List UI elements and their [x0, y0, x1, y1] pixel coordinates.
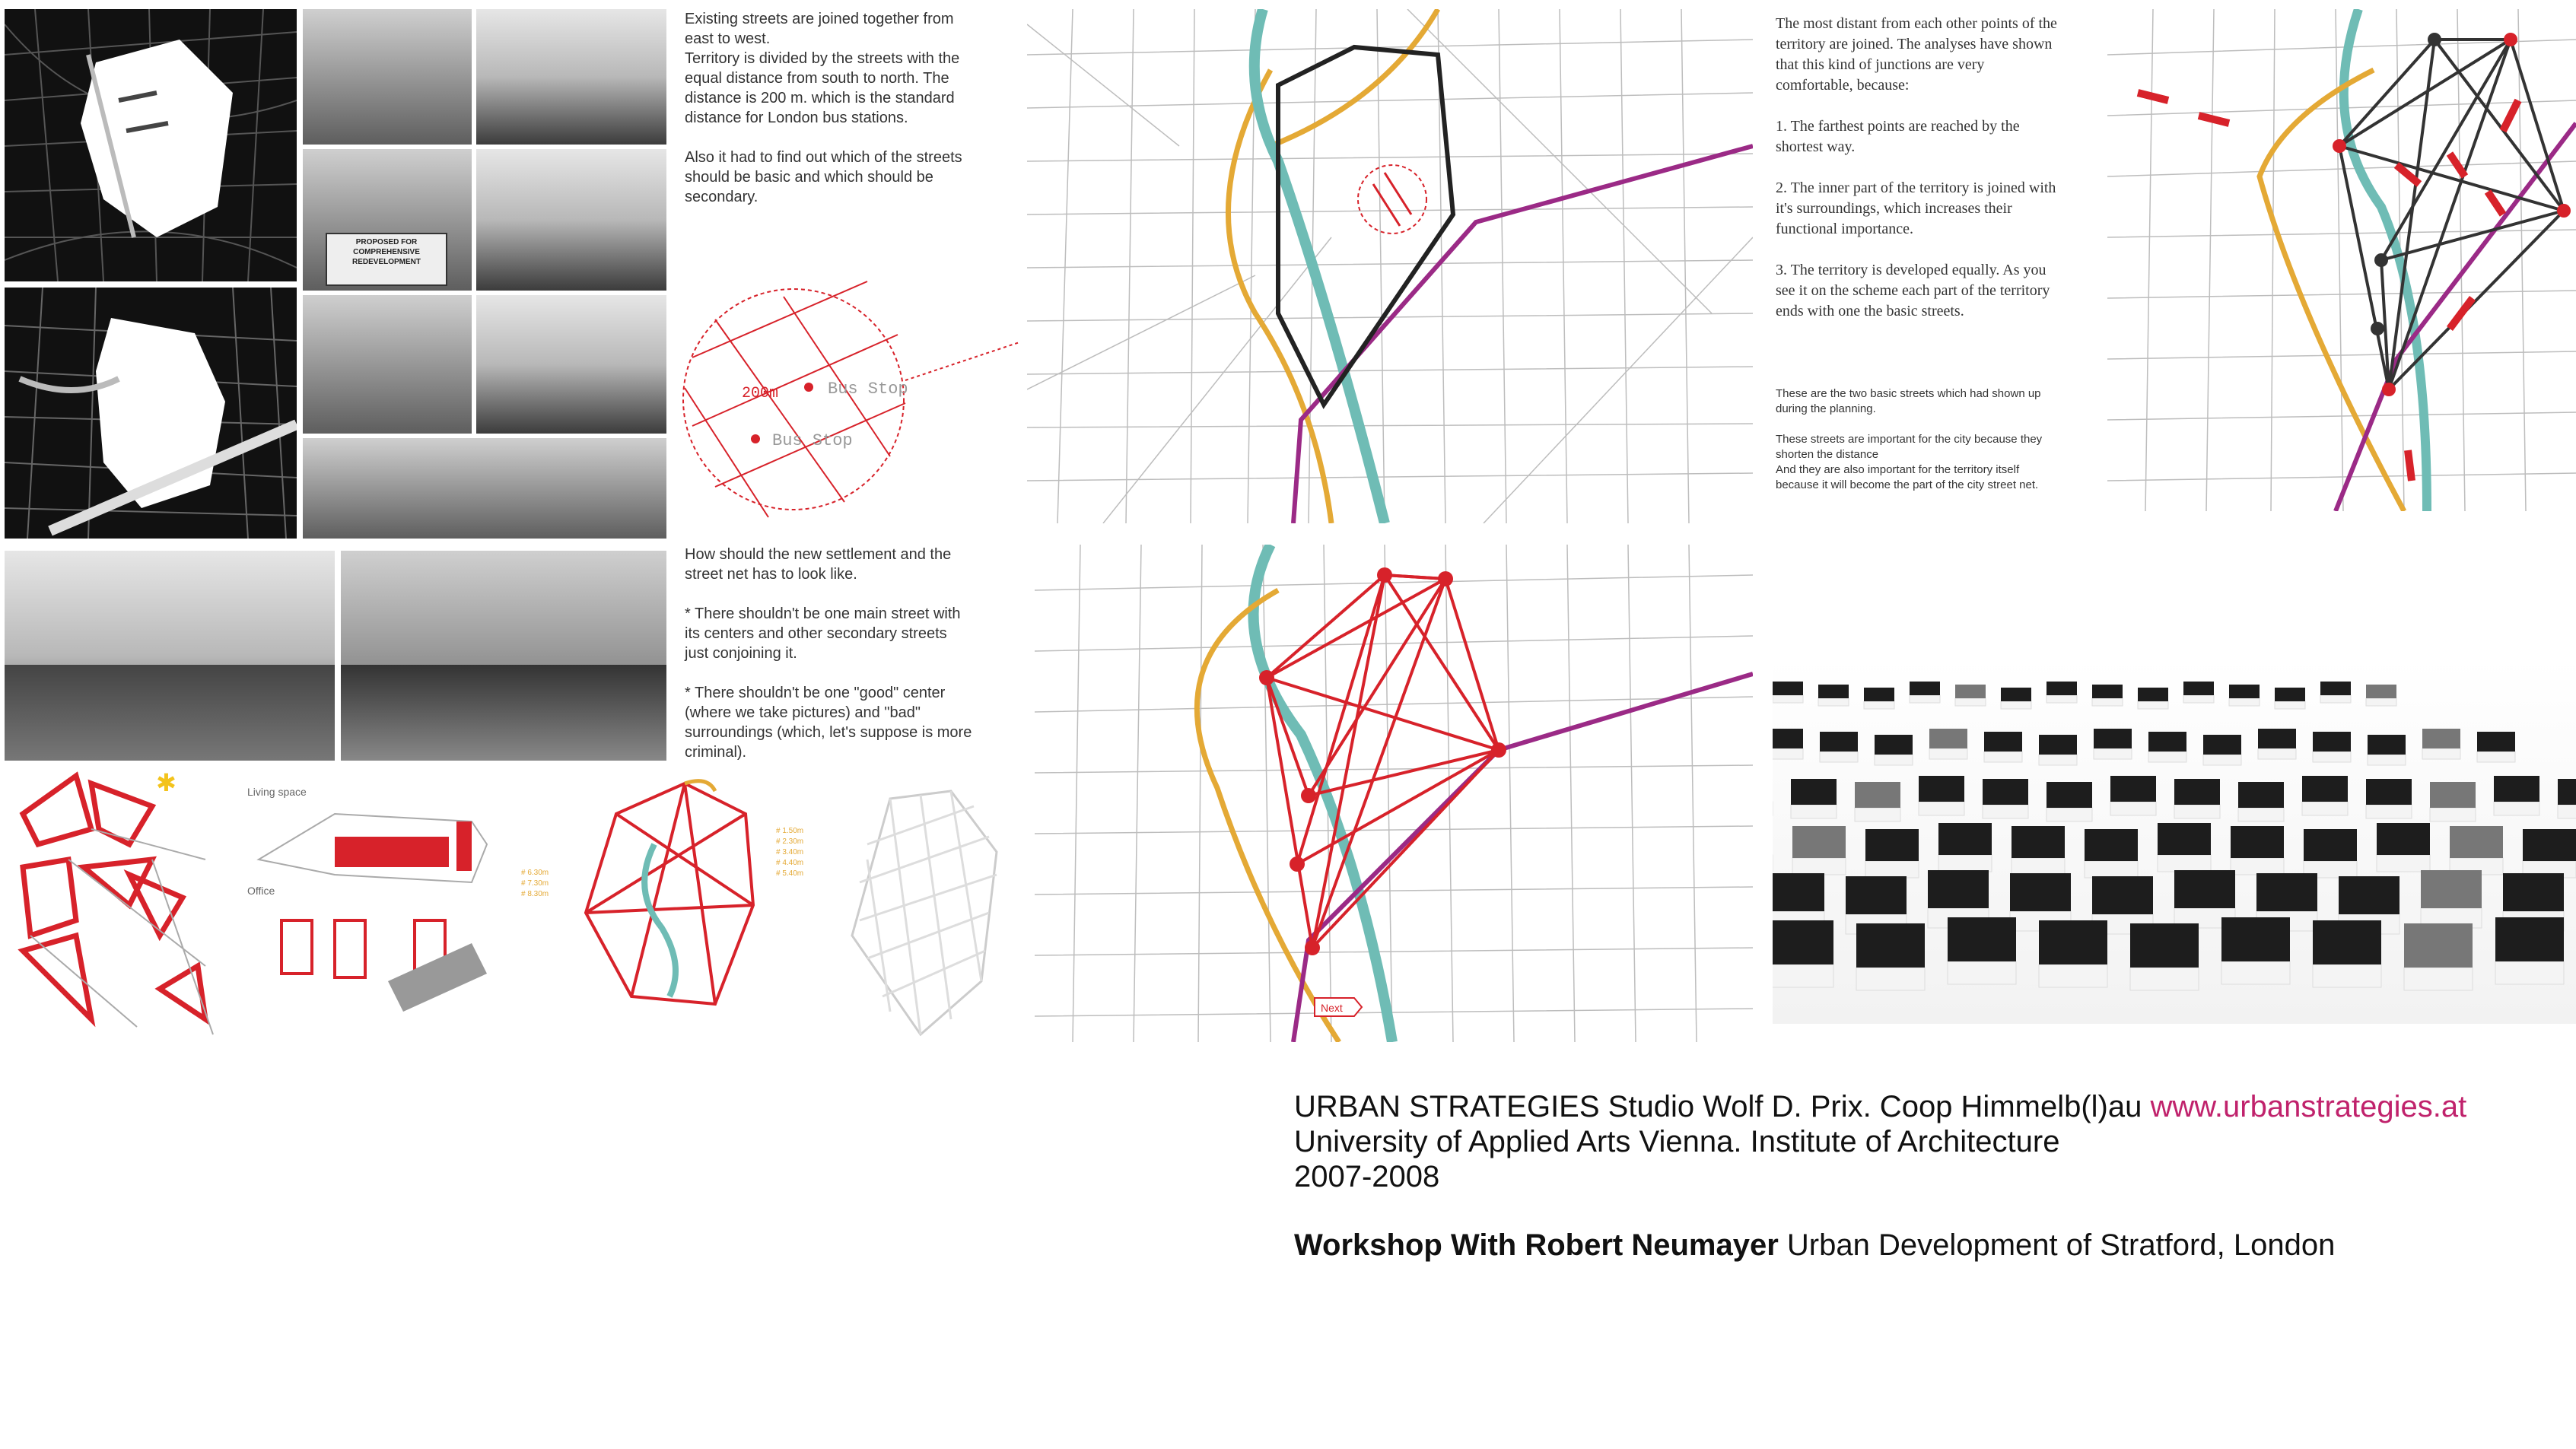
model-block-roof [2404, 923, 2473, 968]
model-block-roof [2092, 876, 2153, 914]
workshop-subject: Urban Development of Stratford, London [1778, 1228, 2336, 1262]
model-block-wall [1818, 698, 1849, 706]
model-block-wall [1773, 748, 1803, 759]
model-block-wall [1984, 752, 2022, 762]
svg-text:# 2.30m: # 2.30m [776, 837, 804, 846]
model-block-wall [2366, 698, 2396, 706]
model-block-roof [2494, 776, 2539, 802]
model-block-wall [2221, 961, 2290, 984]
model-block-roof [2238, 782, 2284, 808]
model-block-wall [1773, 964, 1833, 987]
model-block-roof [1919, 776, 1964, 802]
model-block-roof [2012, 826, 2065, 858]
model-block-roof [2094, 729, 2132, 748]
bus-stop-diagram [669, 274, 1019, 525]
model-block-wall [2404, 968, 2473, 990]
model-block-roof [2001, 688, 2031, 701]
model-block-wall [2558, 805, 2576, 818]
site-photo [303, 9, 472, 145]
model-block-roof [1983, 779, 2028, 805]
model-block-wall [2203, 755, 2241, 765]
model-block-wall [2229, 698, 2260, 706]
model-block-roof [2110, 776, 2156, 802]
model-block-roof [2450, 826, 2503, 858]
studio-website-link[interactable]: www.urbanstrategies.at [2150, 1090, 2467, 1123]
site-photo [303, 149, 472, 291]
model-block-wall [2366, 805, 2412, 818]
building-section-diagram [243, 768, 502, 1042]
distant-points-text: The most distant from each other points of the territory are joined. The analyses have shown that this kind of junctions are very comfortable, because: 1. The farthest points are reached by the shortest way. 2. The inner part of the territory is joined with it's surroundings, which increases their functional importance. 3. The territory is developed equally. As you see it on the scheme each part of the territory ends with one the basic streets. [1776, 15, 2057, 319]
model-block-roof [2275, 688, 2305, 701]
office-label: Office [247, 885, 275, 897]
model-block-roof [2085, 829, 2138, 861]
credits-line-1 [1294, 1089, 2466, 1124]
model-block-roof [1955, 685, 1986, 698]
model-block-roof [2523, 829, 2576, 861]
model-block-roof [1818, 685, 1849, 698]
model-block-roof [1864, 688, 1894, 701]
model-block-wall [2085, 861, 2138, 878]
model-block-wall [2422, 748, 2460, 759]
model-block-roof [2231, 826, 2284, 858]
distance-label: 200m [742, 385, 779, 402]
model-block-wall [2039, 964, 2107, 987]
street-height-diagram [517, 768, 837, 1050]
site-photo [303, 438, 666, 539]
svg-text:# 8.30m: # 8.30m [521, 890, 549, 898]
site-photo [476, 9, 666, 145]
model-block-roof [2046, 682, 2077, 695]
territory-map-top [5, 9, 297, 281]
model-block-roof [2203, 735, 2241, 755]
next-button[interactable] [1315, 998, 1362, 1016]
model-block-roof [2313, 920, 2381, 964]
model-block-roof [1928, 870, 1989, 908]
model-block-wall [1820, 752, 1858, 762]
svg-text:# 7.30m: # 7.30m [521, 879, 549, 888]
studio-credit: URBAN STRATEGIES Studio Wolf D. Prix. Coop Himmelb(l)au [1294, 1090, 2151, 1123]
street-grid-wireframe [837, 783, 1012, 1042]
site-photo [476, 149, 666, 291]
model-block-roof [2158, 823, 2211, 855]
workshop-name: Workshop With Robert Neumayer [1294, 1228, 1779, 1262]
svg-text:✱: ✱ [156, 768, 177, 797]
model-block-wall [2231, 858, 2284, 875]
workshop-title [1294, 1228, 2335, 1263]
model-block-roof [2421, 870, 2482, 908]
model-block-roof [2256, 873, 2317, 911]
model-block-roof [2368, 735, 2406, 755]
model-block-wall [2110, 802, 2156, 815]
model-block-wall [1919, 802, 1964, 815]
living-space-label: Living space [247, 786, 307, 798]
model-block-roof [1773, 920, 1833, 964]
canal-photo [5, 551, 335, 761]
basic-streets-text: These are the two basic streets which had shown up during the planning. These streets are important for the city because they shorten the distance And they are also important for the territory itself because it will become the part of the city street net. [1776, 387, 2043, 491]
model-block-wall [2158, 855, 2211, 872]
model-block-roof [2039, 920, 2107, 964]
model-block-roof [2503, 873, 2564, 911]
model-block-wall [1983, 805, 2028, 818]
model-block-roof [1910, 682, 1940, 695]
model-block-roof [2039, 735, 2077, 755]
model-block-roof [1791, 779, 1837, 805]
model-block-roof [2477, 732, 2515, 752]
model-block-roof [2320, 682, 2351, 695]
model-block-wall [1875, 755, 1913, 765]
urban-block-model [1773, 659, 2576, 1024]
model-block-roof [2221, 917, 2290, 961]
credits-line-3: 2007-2008 [1294, 1160, 1440, 1193]
model-block-roof [1773, 682, 1803, 695]
model-block-wall [2039, 755, 2077, 765]
model-block-wall [2238, 808, 2284, 821]
site-photo-collage [303, 9, 666, 539]
model-block-roof [2130, 923, 2199, 968]
model-block-roof [1938, 823, 1992, 855]
model-block-wall [2183, 695, 2214, 703]
model-block-wall [2302, 802, 2348, 815]
model-block-roof [2558, 779, 2576, 805]
model-block-roof [1948, 917, 2016, 961]
model-block-roof [1846, 876, 1907, 914]
model-block-wall [1864, 701, 1894, 709]
model-block-wall [2258, 748, 2296, 759]
streets-intro-text: Existing streets are joined together from east to west. Territory is divided by the streets with the equal distance from south to north. The distance is 200 m. which is the standard distance for London bus stations. Also it had to find out which of the streets should be basic and which should be secondary. [685, 11, 962, 205]
model-block-roof [1773, 729, 1803, 748]
model-block-wall [1865, 861, 1919, 878]
model-block-wall [2320, 695, 2351, 703]
site-photo [303, 295, 472, 434]
svg-text:# 3.40m: # 3.40m [776, 848, 804, 856]
model-block-wall [1791, 805, 1837, 818]
settlement-question-text: How should the new settlement and the street net has to look like. * There shouldn't be one main street with its centers and other secondary streets just conjoining it. * There shouldn't be one "good" center (where we take pictures) and "bad" surroundings (which, let's suppose is more criminal). [685, 546, 972, 761]
model-block-roof [2302, 776, 2348, 802]
model-block-wall [2495, 961, 2564, 984]
street-map-connections [1035, 545, 1753, 1042]
model-block-roof [2046, 782, 2092, 808]
model-block-roof [2010, 873, 2071, 911]
fragment-diagram [8, 768, 236, 1042]
model-block-roof [2366, 779, 2412, 805]
model-block-wall [1910, 695, 1940, 703]
model-block-roof [2174, 870, 2235, 908]
model-block-roof [2183, 682, 2214, 695]
svg-text:# 5.40m: # 5.40m [776, 869, 804, 878]
street-map-network [2107, 9, 2576, 511]
model-block-wall [2174, 805, 2220, 818]
street-map-territory [1027, 9, 1753, 523]
svg-text:# 4.40m: # 4.40m [776, 859, 804, 867]
model-block-wall [1856, 968, 1925, 990]
territory-map-bottom [5, 288, 297, 539]
model-block-roof [2366, 685, 2396, 698]
site-photo [476, 295, 666, 434]
model-block-roof [2304, 829, 2357, 861]
model-block-roof [2377, 823, 2430, 855]
model-block-wall [2046, 695, 2077, 703]
model-block-roof [1865, 829, 1919, 861]
model-block-wall [1773, 695, 1803, 703]
model-block-roof [2258, 729, 2296, 748]
model-block-wall [2001, 701, 2031, 709]
model-block-wall [1792, 858, 1846, 875]
model-block-wall [2430, 808, 2476, 821]
svg-text:# 1.50m: # 1.50m [776, 827, 804, 835]
model-block-roof [1984, 732, 2022, 752]
svg-text:# 6.30m: # 6.30m [521, 869, 549, 877]
bus-stop-label: Bus Stop [828, 380, 908, 399]
model-block-roof [1855, 782, 1900, 808]
credits-line-2: University of Applied Arts Vienna. Institute of Architecture [1294, 1125, 2060, 1158]
model-block-wall [2148, 752, 2186, 762]
model-block-roof [2339, 876, 2399, 914]
model-block-wall [2130, 968, 2199, 990]
model-block-roof [1820, 732, 1858, 752]
model-block-roof [2229, 685, 2260, 698]
model-block-wall [2313, 964, 2381, 987]
model-block-roof [2430, 782, 2476, 808]
model-block-roof [1856, 923, 1925, 968]
model-block-roof [1929, 729, 1967, 748]
model-block-wall [2046, 808, 2092, 821]
model-block-wall [1948, 961, 2016, 984]
model-block-roof [2495, 917, 2564, 961]
model-block-wall [2275, 701, 2305, 709]
model-block-wall [1855, 808, 1900, 821]
model-block-roof [2138, 688, 2168, 701]
model-block-roof [1773, 873, 1824, 911]
model-block-roof [2313, 732, 2351, 752]
model-block-wall [1938, 855, 1992, 872]
model-block-wall [1955, 698, 1986, 706]
model-block-wall [1929, 748, 1967, 759]
bus-stop-label: Bus Stop [772, 431, 853, 450]
model-block-wall [2494, 802, 2539, 815]
model-block-wall [2012, 858, 2065, 875]
model-block-roof [2092, 685, 2123, 698]
model-block-wall [2313, 752, 2351, 762]
redevelopment-sign: PROPOSED FOR COMPREHENSIVE REDEVELOPMENT [326, 233, 447, 286]
svg-text:Next: Next [1321, 1002, 1343, 1014]
canal-photo [341, 551, 666, 761]
model-block-wall [2377, 855, 2430, 872]
model-block-roof [1875, 735, 1913, 755]
model-block-wall [2477, 752, 2515, 762]
model-block-roof [2174, 779, 2220, 805]
model-block-wall [2138, 701, 2168, 709]
model-block-wall [2368, 755, 2406, 765]
model-block-roof [2422, 729, 2460, 748]
model-block-roof [2148, 732, 2186, 752]
model-block-wall [2092, 698, 2123, 706]
model-block-roof [1792, 826, 1846, 858]
model-block-wall [2094, 748, 2132, 759]
